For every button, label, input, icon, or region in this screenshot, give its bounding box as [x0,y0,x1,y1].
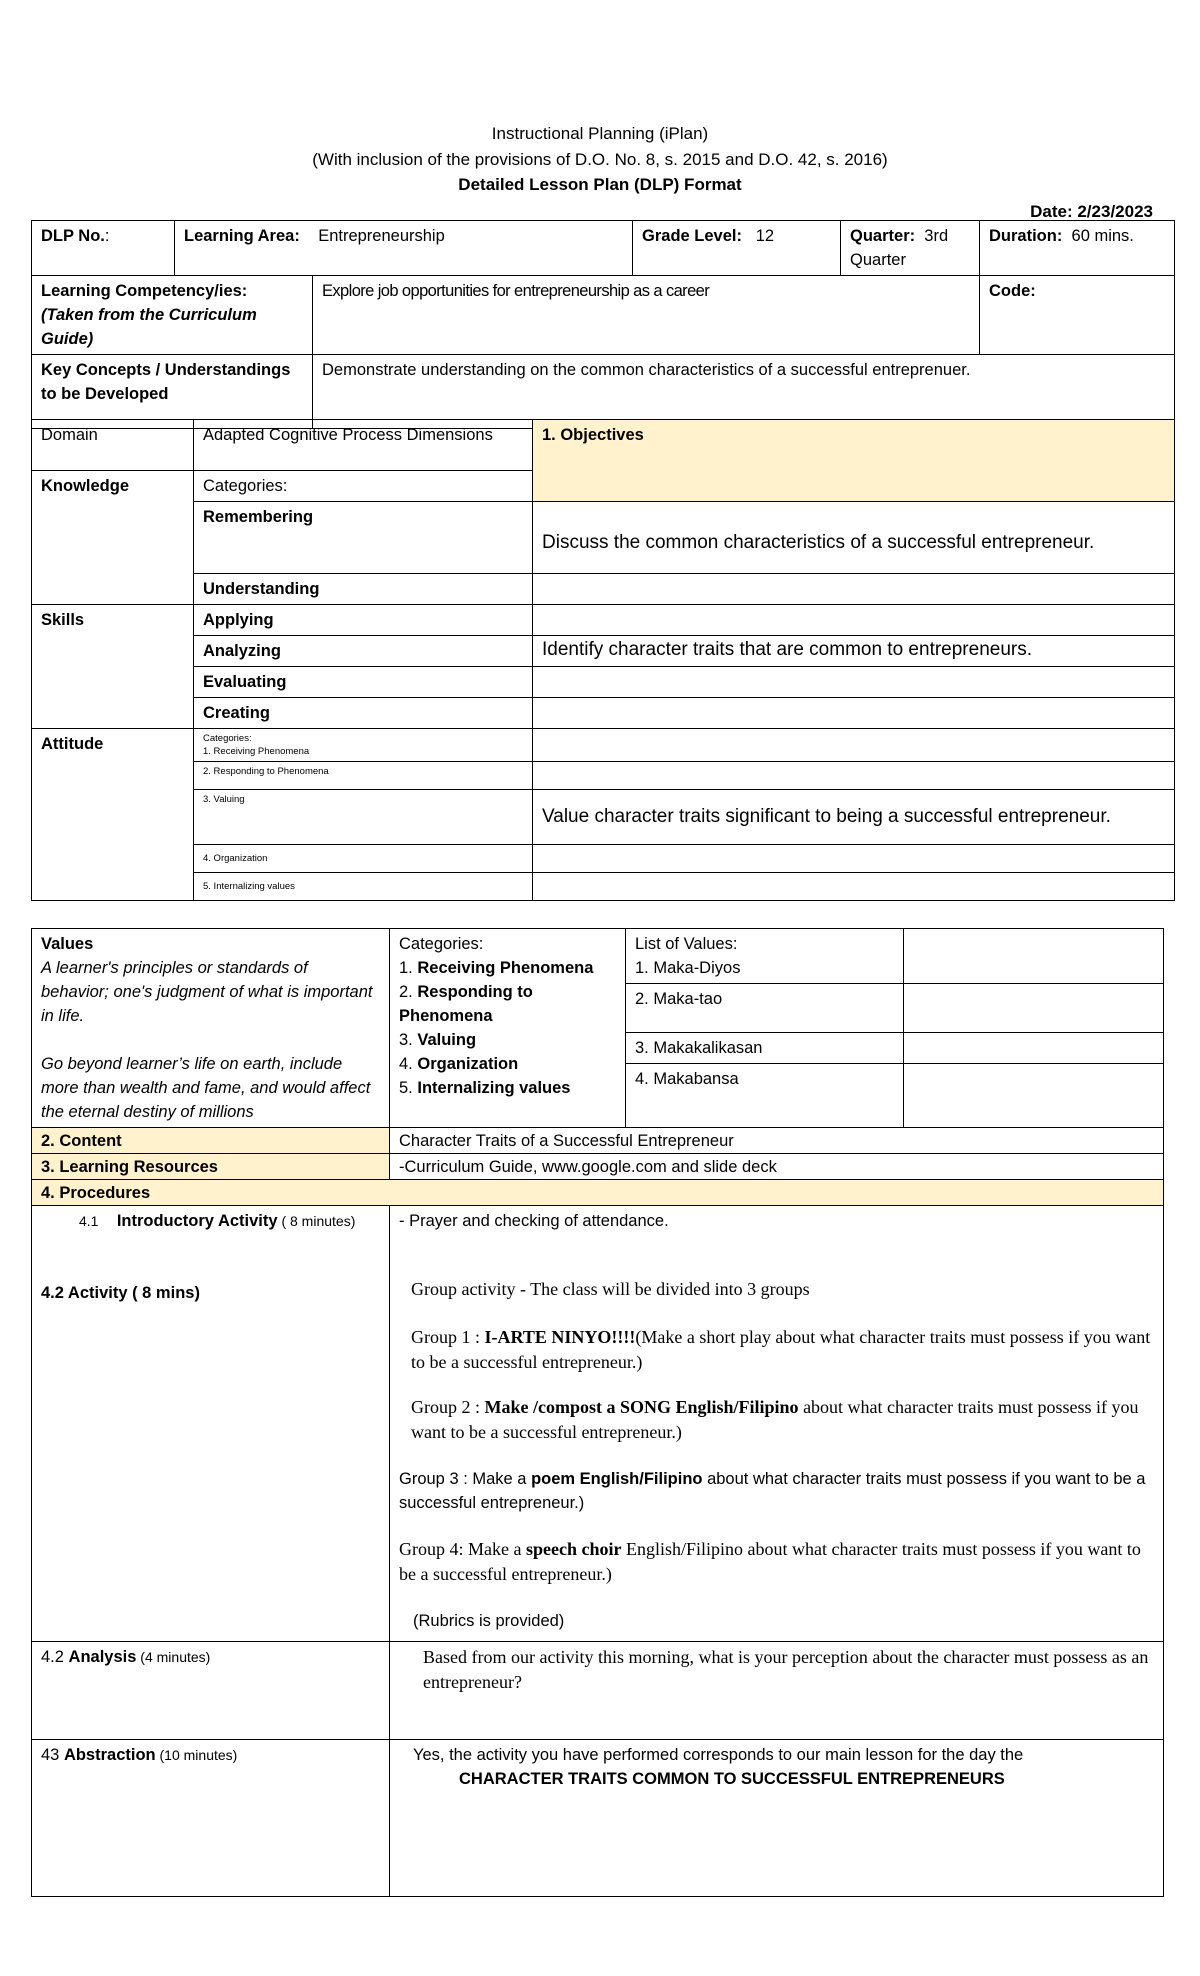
objective-knowledge: Discuss the common characteristics of a successful entrepreneur. [533,502,1175,574]
values-extra-2 [904,984,1164,1033]
code-cell: Code: [980,276,1175,355]
analysis-label: 4.2 Analysis (4 minutes) [32,1642,390,1740]
values-list-1: List of Values: 1. Maka-Diyos [626,929,904,984]
dlp-no-cell: DLP No.: [32,221,175,276]
domain-table [31,419,1175,901]
knowledge-categories: Categories: [194,471,533,502]
content-value: Character Traits of a Successful Entrepreneur [390,1128,1164,1154]
analysis-value: Based from our activity this morning, what is your perception about the character must possess as an entrepreneur? [390,1642,1164,1740]
attitude-objective-2 [533,762,1175,790]
competency-label-cell: Learning Competency/ies: (Taken from the Curriculum Guide) [32,276,313,355]
values-description: Values A learner's principles or standards of behavior; one's judgment of what is important in life. Go beyond learner’s life on earth, include more than wealth and fame, and would affect the eternal destiny of millions [32,929,390,1128]
attitude-objective-5 [533,873,1175,901]
resources-label: 3. Learning Resources [32,1154,390,1180]
grade-level-cell: Grade Level: 12 [633,221,841,276]
understanding-label: Understanding [194,574,533,605]
attitude-organization: 4. Organization [194,845,533,873]
knowledge-label: Knowledge [32,471,194,605]
analyzing-label: Analyzing [194,636,533,667]
creating-objective [533,698,1175,729]
competency-value-cell: Explore job opportunities for entrepreneurship as a career [313,276,980,355]
values-extra-4 [904,1064,1164,1128]
skills-label: Skills [32,605,194,729]
concepts-label-cell: Key Concepts / Understandings to be Developed [32,355,313,429]
values-list-4: 4. Makabansa [626,1064,904,1128]
dimensions-label: Adapted Cognitive Process Dimensions [194,420,533,471]
creating-label: Creating [194,698,533,729]
quarter-cell: Quarter: 3rd Quarter [841,221,980,276]
activity-labels: 4.1 Introductory Activity ( 8 minutes) 4.2 Activity ( 8 mins) [32,1206,390,1642]
plan-format: Detailed Lesson Plan (DLP) Format [458,175,742,194]
content-label: 2. Content [32,1128,390,1154]
learning-area-cell: Learning Area: Entrepreneurship [175,221,633,276]
abstraction-label: 43 Abstraction (10 minutes) [32,1740,390,1897]
domain-label: Domain [32,420,194,471]
attitude-categories: Categories: 1. Receiving Phenomena [194,729,533,762]
values-list-3: 3. Makakalikasan [626,1033,904,1064]
procedures-table [31,928,1164,1897]
objectives-header: 1. Objectives [533,420,1175,502]
values-list-2: 2. Maka-tao [626,984,904,1033]
info-table [31,220,1175,429]
remembering-label: Remembering [194,502,533,574]
understanding-objective [533,574,1175,605]
attitude-responding: 2. Responding to Phenomena [194,762,533,790]
values-categories: Categories: 1. Receiving Phenomena 2. Responding to Phenomena 3. Valuing 4. Organization 5. Internalizing values [390,929,626,1128]
attitude-internalizing: 5. Internalizing values [194,873,533,901]
evaluating-label: Evaluating [194,667,533,698]
attitude-objective-1 [533,729,1175,762]
applying-label: Applying [194,605,533,636]
resources-value: -Curriculum Guide, www.google.com and slide deck [390,1154,1164,1180]
attitude-objective-4 [533,845,1175,873]
abstraction-value: Yes, the activity you have performed corresponds to our main lesson for the day the CHARACTER TRAITS COMMON TO SUCCESSFUL ENTREPRENEURS [390,1740,1164,1897]
duration-cell: Duration: 60 mins. [980,221,1175,276]
applying-objective [533,605,1175,636]
activity-content: - Prayer and checking of attendance. Group activity - The class will be divided into 3 groups Group 1 : I-ARTE NINYO!!!!(Make a short play about what character traits must possess if you want to be a successful entrepreneur.) Group 2 : Make /compost a SONG English/Filipino about what character traits must possess if you want to be a successful entrepreneur.) Group 3 : Make a poem English/Filipino about what character traits must possess if you want to be a successful entrepreneur.) Group 4: Make a speech choir English/Filipino about what character traits must possess if you want to be a successful entrepreneur.) (Rubrics is provided) [390,1206,1164,1642]
objective-attitude: Value character traits significant to being a successful entrepreneur. [533,790,1175,845]
attitude-valuing: 3. Valuing [194,790,533,845]
evaluating-objective [533,667,1175,698]
plan-title: Instructional Planning (iPlan) [491,124,709,143]
values-extra-1 [904,929,1164,984]
values-extra-3 [904,1033,1164,1064]
procedures-label: 4. Procedures [32,1180,1164,1206]
attitude-label: Attitude [32,729,194,901]
plan-subtitle: (With inclusion of the provisions of D.O. No. 8, s. 2015 and D.O. 42, s. 2016) [312,150,888,169]
concepts-value-cell: Demonstrate understanding on the common characteristics of a successful entreprenuer. [313,355,1175,429]
objective-skills: Identify character traits that are common to entrepreneurs. [533,636,1175,667]
plan-date: Date: 2/23/2023 [1030,202,1153,221]
